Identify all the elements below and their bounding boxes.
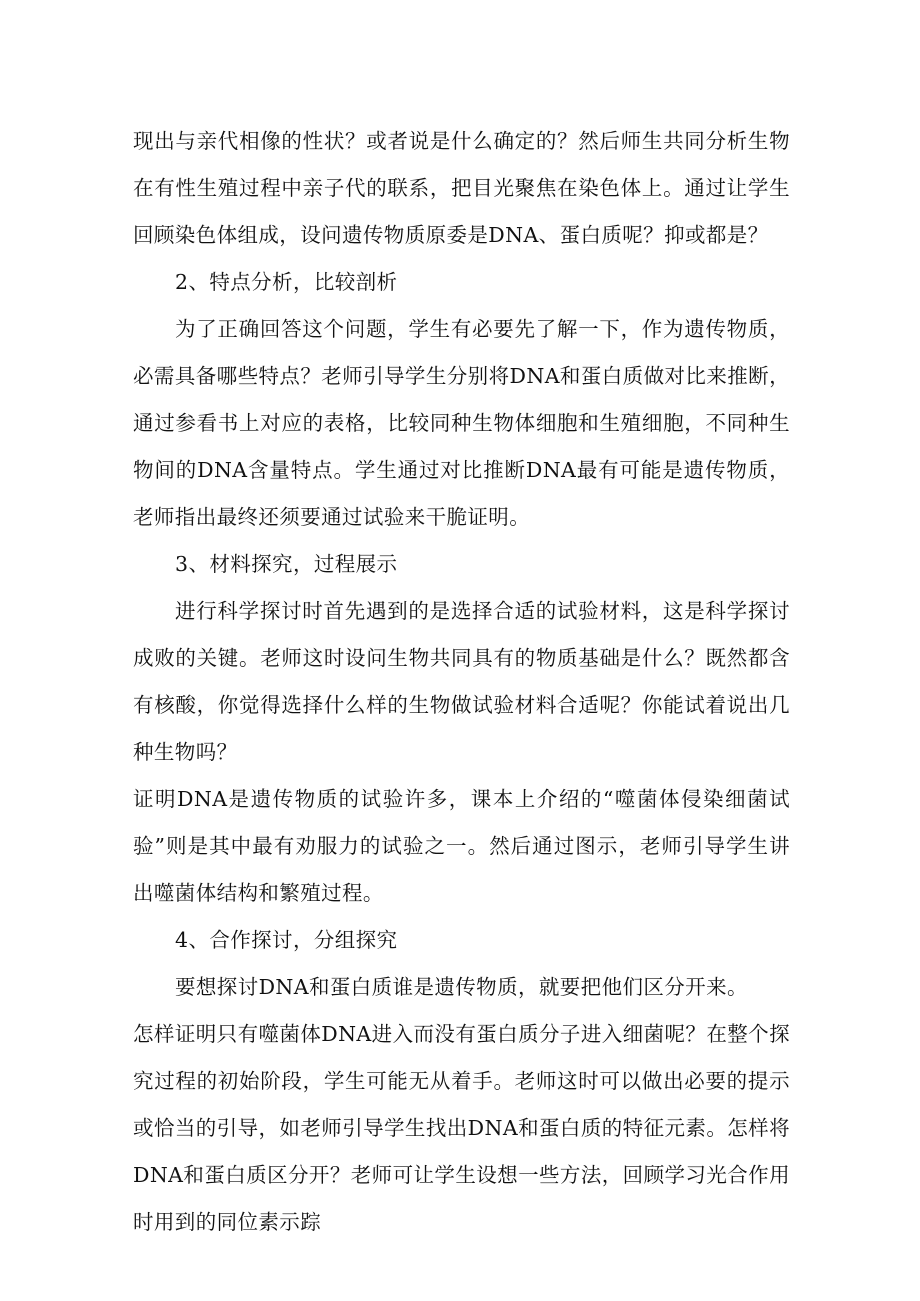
section-heading-4: 4、合作探讨，分组探究 [175,928,398,952]
section-heading-3: 3、材料探究，过程展示 [175,552,398,576]
paragraph-2: 为了正确回答这个问题，学生有必要先了解一下，作为遗传物质，必需具备哪些特点？老师引导学生分别将DNA和蛋白质做对比来推断，通过参看书上对应的表格，比较同种生物体细胞和生殖细胞，不同种生物间的DNA含量特点。学生通过对比推断DNA最有可能是遗传物质，老师指出最终还须要通过试验来干脆证明。 [133,317,790,529]
paragraph-3a: 进行科学探讨时首先遇到的是选择合适的试验材料，这是科学探讨成败的关键。老师这时设问生物共同具有的物质基础是什么？既然都含有核酸，你觉得选择什么样的生物做试验材料合适呢？你能试着说出几种生物吗？ [133,599,790,764]
paragraph-3b: 证明DNA是遗传物质的试验许多，课本上介绍的“噬菌体侵染细菌试验”则是其中最有劝服力的试验之一。然后通过图示，老师引导学生讲出噬菌体结构和繁殖过程。 [133,787,790,905]
paragraph-4b: 怎样证明只有噬菌体DNA进入而没有蛋白质分子进入细菌呢？在整个探究过程的初始阶段，学生可能无从着手。老师这时可以做出必要的提示或恰当的引导，如老师引导学生找出DNA和蛋白质的特征元素。怎样将DNA和蛋白质区分开？老师可让学生设想一些方法，回顾学习光合作用时用到的同位素示踪 [133,1022,790,1234]
paragraph-1: 现出与亲代相像的性状？或者说是什么确定的？然后师生共同分析生物在有性生殖过程中亲子代的联系，把目光聚焦在染色体上。通过让学生回顾染色体组成，设问遗传物质原委是DNA、蛋白质呢？抑或都是？ [133,129,790,247]
paragraph-4a: 要想探讨DNA和蛋白质谁是遗传物质，就要把他们区分开来。 [175,975,748,999]
section-heading-2: 2、特点分析，比较剖析 [175,270,398,294]
